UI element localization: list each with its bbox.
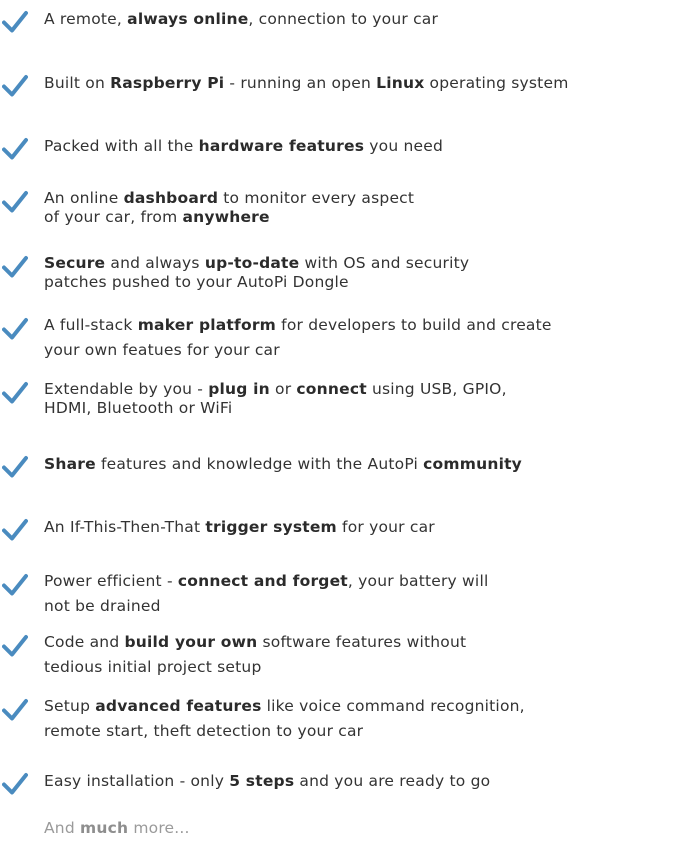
feature-text [44,135,664,157]
checkmark-icon [2,518,28,542]
feature-text-line [44,516,664,538]
checkmark-icon [2,317,28,341]
text-run: - running an open [224,74,377,92]
text-run: of your car, from [44,208,183,226]
highlight-text: connect and forget [177,572,348,590]
feature-text [44,516,664,538]
highlight-text: community [423,455,522,473]
feature-text-line [44,273,664,292]
text-run: using USB, GPIO, [366,380,507,398]
feature-text [44,189,664,227]
text-run: , connection to your car [248,10,439,28]
highlight-text: hardware features [198,137,365,155]
feature-text [44,254,664,292]
highlight-text: plug in [208,380,270,398]
highlight-text: connect [296,380,367,398]
text-run: Easy installation - only [44,772,230,790]
feature-text-line [44,135,664,157]
feature-text-line [44,694,664,719]
text-run: to monitor every aspect [218,189,415,207]
feature-text [44,313,664,363]
feature-text-line [44,254,664,273]
feature-text [44,630,664,680]
highlight-text: anywhere [182,208,270,226]
text-run: operating system [424,74,569,92]
text-run: features and knowledge with the AutoPi [95,455,424,473]
checkmark-icon [2,455,28,479]
feature-text [44,72,664,94]
checkmark-icon [2,255,28,279]
feature-text-line [44,569,664,594]
feature-text-line [44,8,664,30]
highlight-text: trigger system [205,518,337,536]
checkmark-icon [2,10,28,34]
text-run: and you are ready to go [294,772,491,790]
feature-text-line [44,399,664,418]
text-run: HDMI, Bluetooth or WiFi [44,399,233,417]
highlight-text: 5 steps [229,772,295,790]
text-run: Setup [44,697,96,715]
text-run: you need [364,137,444,155]
highlight-text: much [80,819,129,837]
feature-text-line [44,208,664,227]
feature-text-line [44,630,664,655]
feature-text [44,770,664,792]
checkmark-icon [2,698,28,722]
text-run: software features without [257,633,467,651]
text-run: with OS and security [299,254,470,272]
feature-text-line [44,72,664,94]
highlight-text: Share [44,455,96,473]
feature-text [44,8,664,30]
text-run: Extendable by you - [44,380,209,398]
feature-text-line [44,453,664,475]
text-run: tedious initial project setup [44,658,262,676]
text-run: patches pushed to your AutoPi Dongle [44,273,349,291]
feature-text-line [44,189,664,208]
feature-text-line [44,770,664,792]
text-run: A full-stack [44,316,138,334]
text-run: Built on [44,74,111,92]
text-run: Code and [44,633,125,651]
highlight-text: Raspberry Pi [110,74,225,92]
highlight-text: advanced features [95,697,262,715]
checkmark-icon [2,74,28,98]
feature-text-line [44,719,664,744]
text-run: A remote, [44,10,128,28]
highlight-text: Secure [44,254,106,272]
checkmark-icon [2,190,28,214]
feature-text-line [44,594,664,619]
text-run: for your car [336,518,435,536]
text-run: , your battery will [347,572,489,590]
text-run: your own featues for your car [44,341,280,359]
text-run: not be drained [44,597,161,615]
highlight-text: maker platform [137,316,277,334]
feature-text-line [44,380,664,399]
text-run: or [269,380,297,398]
highlight-text: dashboard [123,189,219,207]
feature-text-line [44,313,664,338]
text-run: Power efficient - [44,572,178,590]
checkmark-icon [2,137,28,161]
highlight-text: Linux [376,74,425,92]
text-run: An If-This-Then-That [44,518,206,536]
feature-text-line [44,338,664,363]
text-run: for developers to build and create [276,316,552,334]
text-run: Packed with all the [44,137,199,155]
feature-text [44,380,664,418]
checkmark-icon [2,573,28,597]
highlight-text: always online [127,10,249,28]
highlight-text: up-to-date [204,254,300,272]
text-run: An online [44,189,124,207]
and-much-more-text [44,819,190,837]
highlight-text: build your own [124,633,258,651]
checkmark-icon [2,634,28,658]
text-run: and always [105,254,205,272]
checkmark-icon [2,772,28,796]
text-run: like voice command recognition, [261,697,525,715]
feature-text [44,569,664,619]
text-run: more... [128,819,190,837]
feature-text [44,694,664,744]
text-run: And [44,819,80,837]
feature-text [44,453,664,475]
checkmark-icon [2,381,28,405]
feature-text-line [44,655,664,680]
text-run: remote start, theft detection to your car [44,722,364,740]
